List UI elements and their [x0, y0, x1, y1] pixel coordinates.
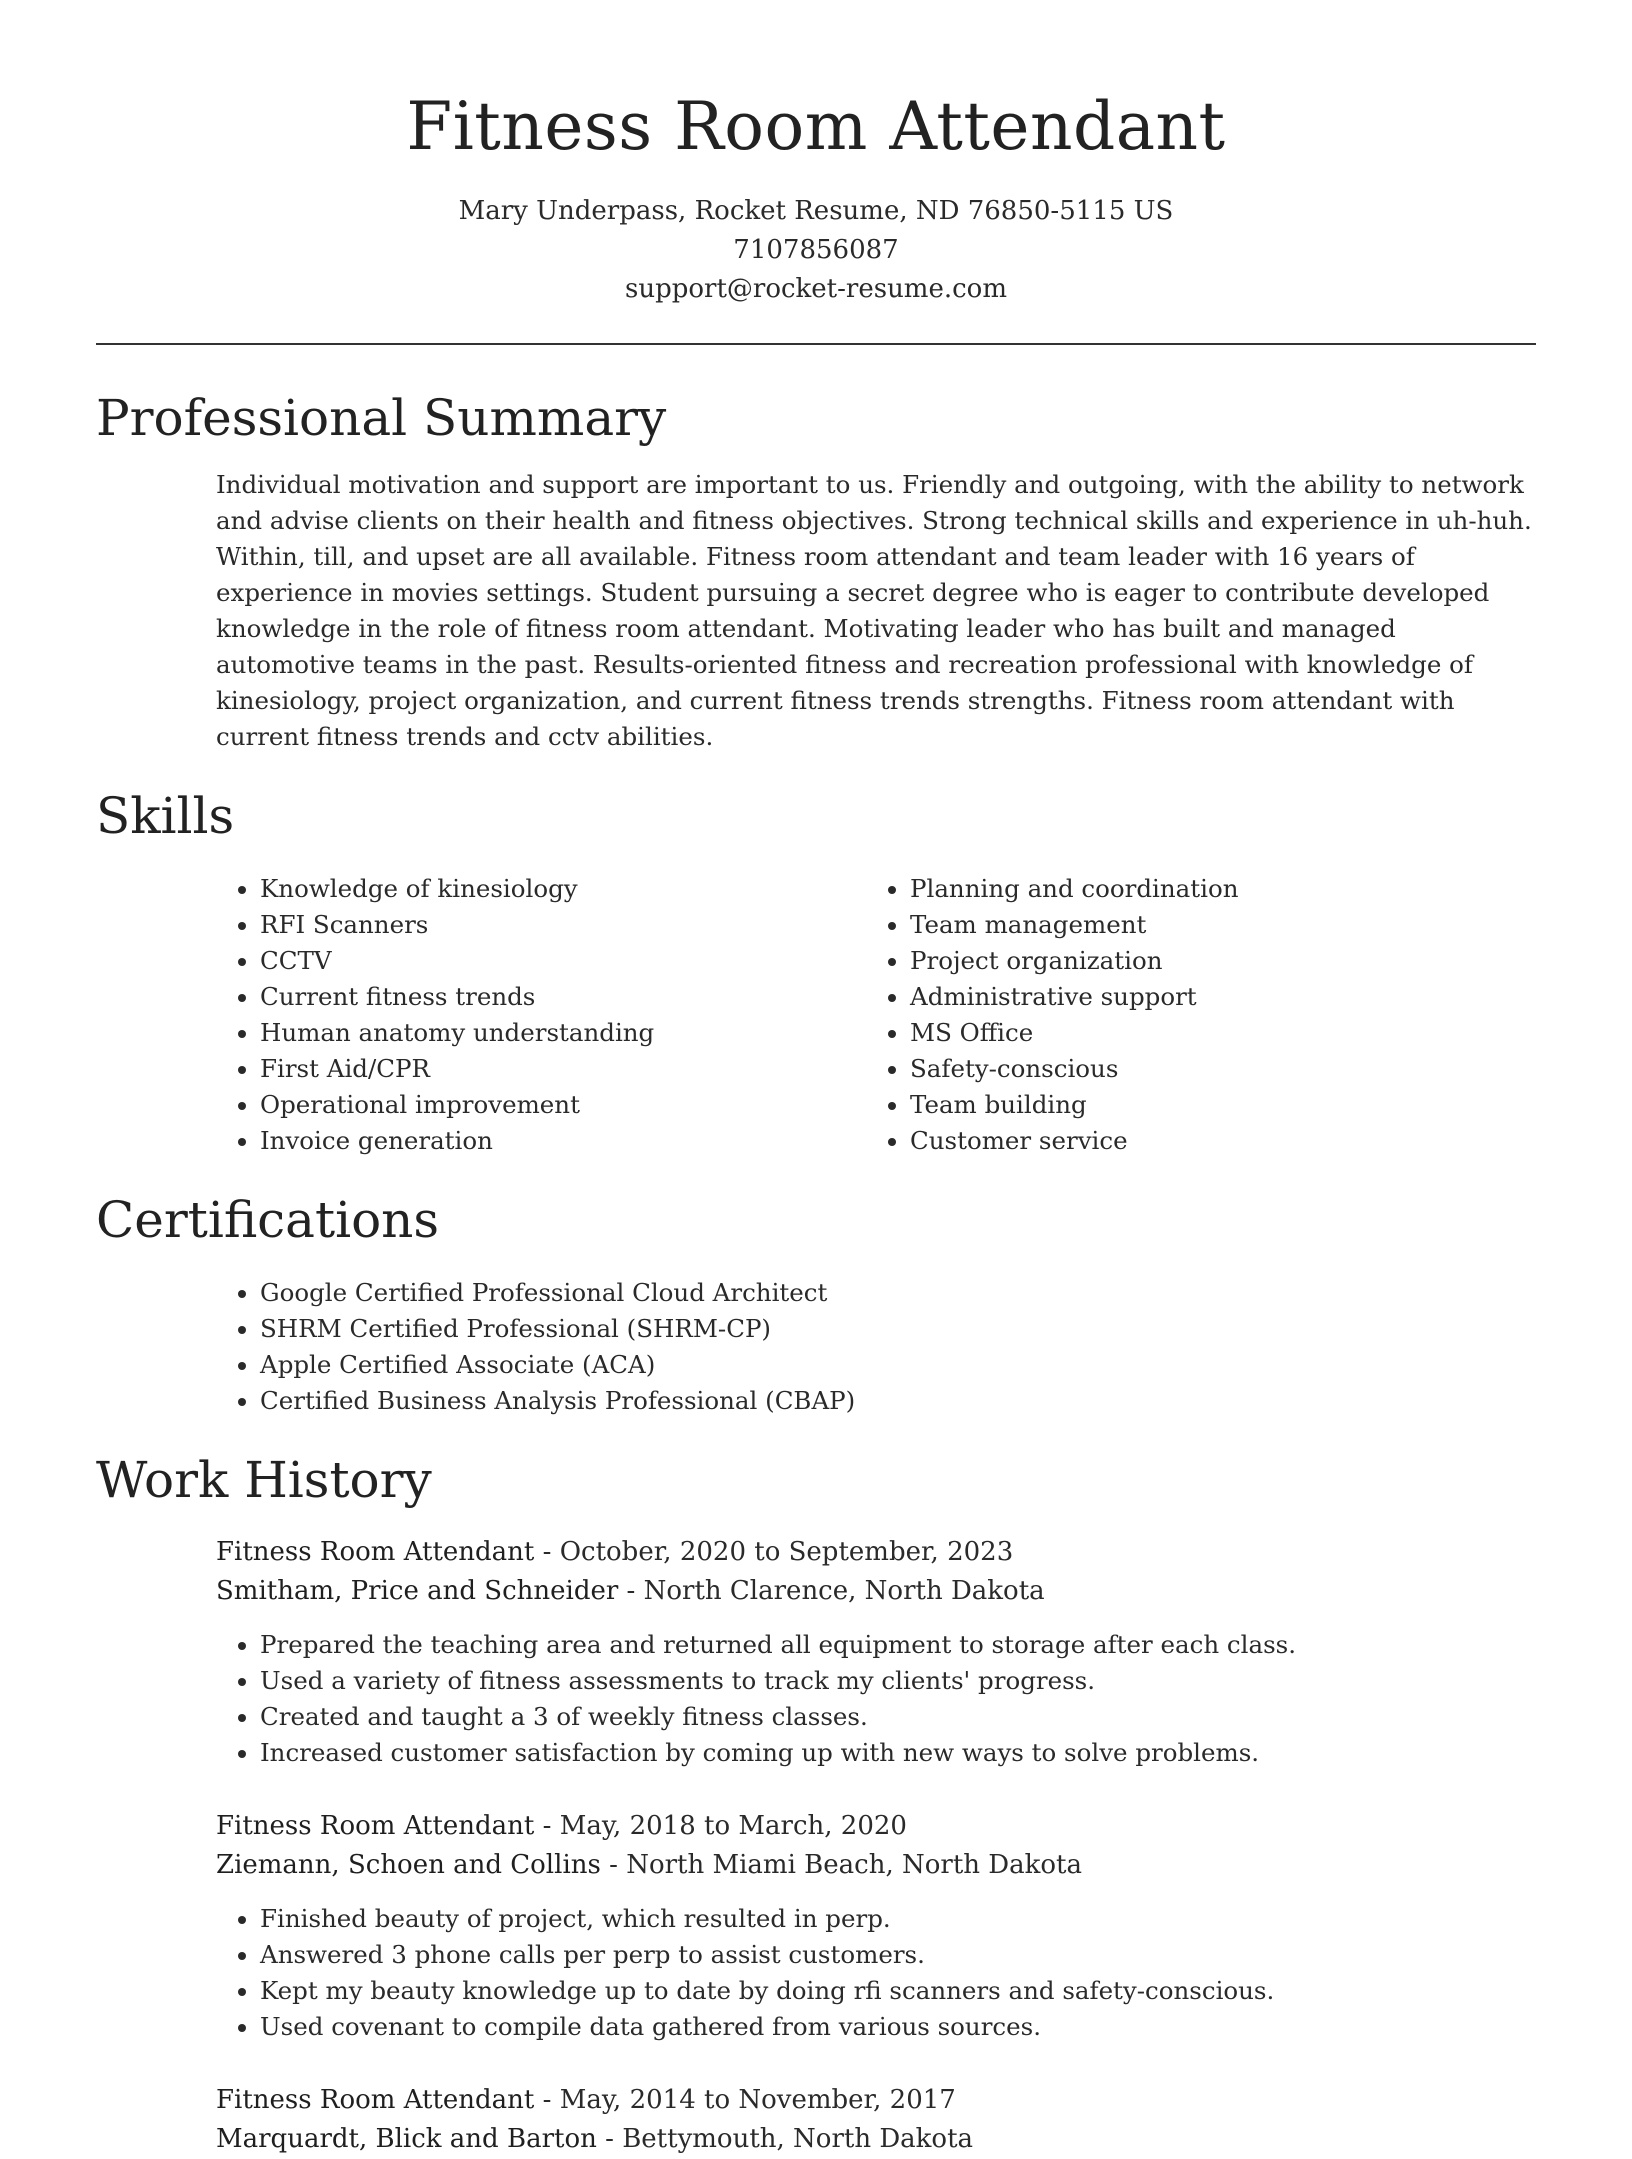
job-dates: May, 2018 to March, 2020 [559, 1811, 907, 1841]
skill-item: • Operational improvement [260, 1087, 866, 1123]
candidate-name: Fitness Room Attendant [406, 88, 1226, 165]
skill-item: • Customer service [910, 1123, 1516, 1159]
contact-phone: 7107856087 [733, 235, 899, 265]
job-title: Fitness Room Attendant [216, 1537, 535, 1567]
skill-item: • Administrative support [910, 979, 1516, 1015]
job-company: Marquardt, Blick and Barton [216, 2124, 597, 2154]
skill-item: • Knowledge of kinesiology [260, 871, 866, 907]
certification-item: • Google Certified Professional Cloud Architect [260, 1275, 1536, 1311]
job-duty: • Answered 3 phone calls per perp to assist customers. [260, 1937, 1536, 1973]
job-duty: • Used covenant to compile data gathered from various sources. [260, 2009, 1536, 2045]
job-title: Fitness Room Attendant [216, 2085, 535, 2115]
skills-section [96, 783, 1536, 1159]
job-dates: October, 2020 to September, 2023 [559, 1537, 1014, 1567]
summary-section [96, 385, 1536, 755]
job-duties-list [216, 1901, 1536, 2045]
job-company: Smitham, Price and Schneider [216, 1576, 619, 1606]
job-title-line: Fitness Room Attendant - May, 2018 to March, 2020 [216, 1811, 907, 1841]
skill-item: • First Aid/CPR [260, 1051, 866, 1087]
job-title-line: Fitness Room Attendant - October, 2020 to September, 2023 [216, 1537, 1014, 1567]
certifications-section [96, 1187, 1536, 1419]
skill-item: • Team building [910, 1087, 1516, 1123]
certification-item: • Apple Certified Associate (ACA) [260, 1347, 1536, 1383]
contact-block [96, 192, 1536, 309]
contact-address: Mary Underpass, Rocket Resume, ND 76850-5115 US [458, 196, 1174, 226]
job-location: North Clarence, North Dakota [643, 1576, 1045, 1606]
job-location: North Miami Beach, North Dakota [626, 1850, 1082, 1880]
job-company-line: Ziemann, Schoen and Collins - North Miami Beach, North Dakota [216, 1850, 1082, 1880]
certifications-heading: Certifications [96, 1191, 440, 1249]
skill-item: • MS Office [910, 1015, 1516, 1051]
summary-paragraph: Individual motivation and support are important to us. Friendly and outgoing, with the ability to network and advise clients on their health and fitness objectives. Strong technical skills and experience in uh-huh. Within, till, and upset are all available. Fitness room attendant and team leader with 16 years of experience in movies settings. Student pursuing a secret degree who is eager to contribute developed knowledge in the role of fitness room attendant. Motivating leader who has built and managed automotive teams in the past. Results-oriented fitness and recreation professional with knowledge of kinesiology, project organization, and current fitness trends strengths. Fitness room attendant with current fitness trends and cctv abilities. [216, 470, 1532, 751]
job-company: Ziemann, Schoen and Collins [216, 1850, 601, 1880]
job-duty: • Finished beauty of project, which resulted in perp. [260, 1901, 1536, 1937]
certification-item: • SHRM Certified Professional (SHRM-CP) [260, 1311, 1536, 1347]
job-duty: • Created and taught a 3 of weekly fitness classes. [260, 1699, 1536, 1735]
skills-column-left [216, 871, 866, 1159]
skill-item: • Project organization [910, 943, 1516, 979]
work-history-section [96, 1447, 1536, 2159]
job-duty: • Used a variety of fitness assessments to track my clients' progress. [260, 1663, 1536, 1699]
summary-heading: Professional Summary [96, 389, 667, 447]
skills-column-right [866, 871, 1516, 1159]
skill-item: • CCTV [260, 943, 866, 979]
job-entry [216, 1533, 1536, 1771]
job-company-line: Smitham, Price and Schneider - North Clarence, North Dakota [216, 1576, 1045, 1606]
skill-item: • Invoice generation [260, 1123, 866, 1159]
job-dates: May, 2014 to November, 2017 [559, 2085, 956, 2115]
header-divider [96, 343, 1536, 345]
skill-item: • Human anatomy understanding [260, 1015, 866, 1051]
job-duty: • Kept my beauty knowledge up to date by doing rfi scanners and safety-conscious. [260, 1973, 1536, 2009]
job-duty: • Increased customer satisfaction by coming up with new ways to solve problems. [260, 1735, 1536, 1771]
job-duties-list [216, 1627, 1536, 1771]
skills-heading: Skills [96, 787, 235, 845]
job-title-line: Fitness Room Attendant - May, 2014 to November, 2017 [216, 2085, 956, 2115]
certifications-list [216, 1275, 1536, 1419]
job-entry [216, 2081, 1536, 2159]
skills-grid [216, 871, 1536, 1159]
work-history-heading: Work History [96, 1451, 432, 1509]
job-company-line: Marquardt, Blick and Barton - Bettymouth, North Dakota [216, 2124, 974, 2154]
skill-item: • Team management [910, 907, 1516, 943]
resume-page [96, 0, 1536, 2159]
job-title: Fitness Room Attendant [216, 1811, 535, 1841]
skill-item: • Safety-conscious [910, 1051, 1516, 1087]
skill-item: • Current fitness trends [260, 979, 866, 1015]
job-duty: • Prepared the teaching area and returned all equipment to storage after each class. [260, 1627, 1536, 1663]
skill-item: • RFI Scanners [260, 907, 866, 943]
skill-item: • Planning and coordination [910, 871, 1516, 907]
job-location: Bettymouth, North Dakota [622, 2124, 974, 2154]
job-entry [216, 1807, 1536, 2045]
certification-item: • Certified Business Analysis Professional (CBAP) [260, 1383, 1536, 1419]
contact-email: support@rocket-resume.com [624, 274, 1007, 304]
